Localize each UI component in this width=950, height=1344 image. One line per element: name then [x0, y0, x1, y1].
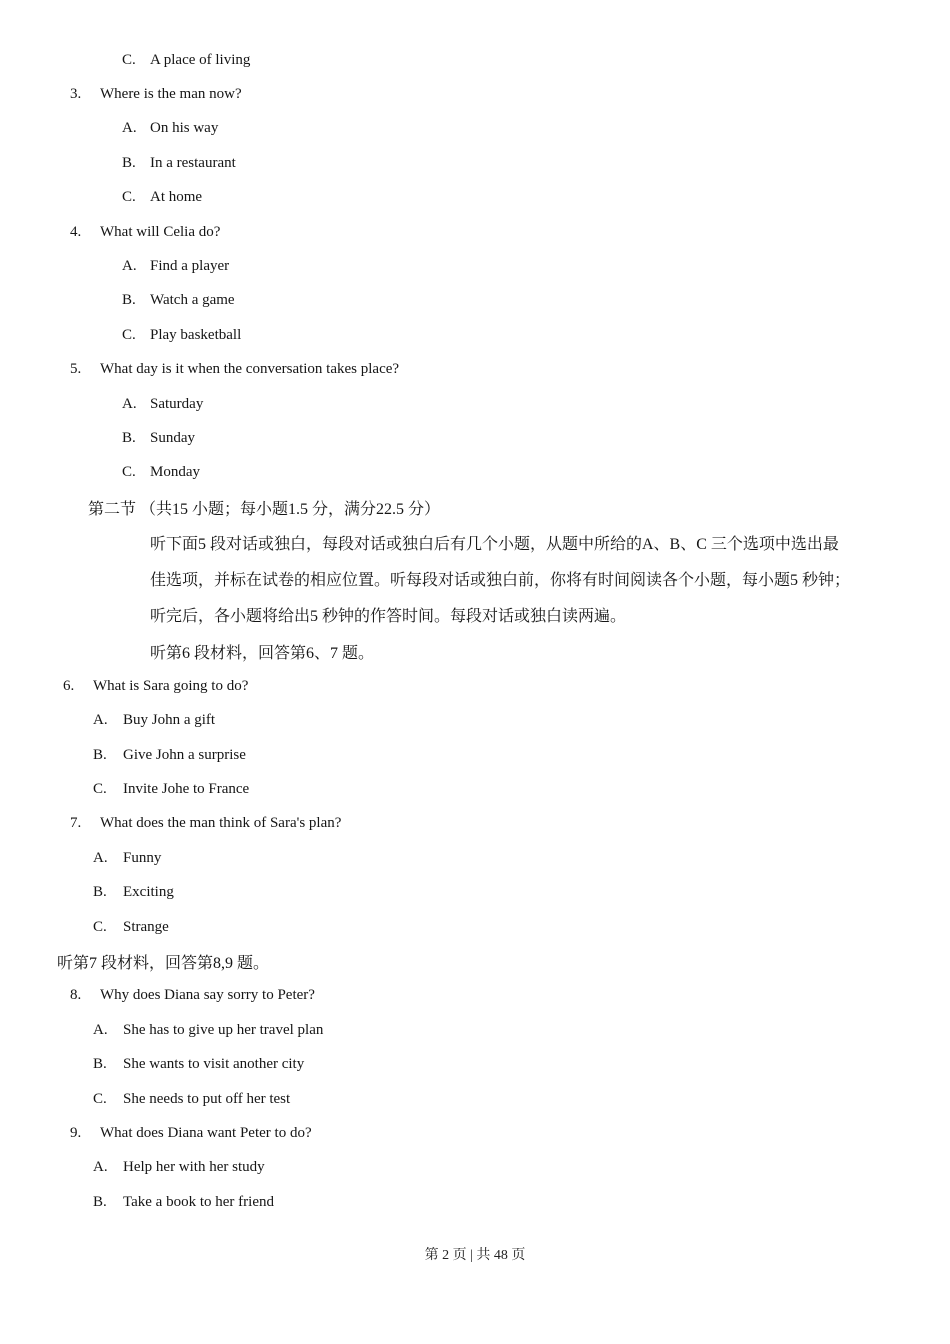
- option-letter: A.: [122, 258, 137, 275]
- question-text: What day is it when the conversation takes place?: [100, 361, 400, 378]
- section2-instruction-line-3: [0, 597, 950, 633]
- option-letter: A.: [93, 1159, 108, 1176]
- option-7a-row: [0, 841, 950, 875]
- option-4c-row: [0, 318, 950, 352]
- option-letter: B.: [93, 1056, 107, 1073]
- option-text: On his way: [150, 120, 219, 137]
- option-text: Sunday: [150, 429, 195, 446]
- option-text: Saturday: [150, 395, 204, 412]
- option-letter: A.: [93, 849, 108, 866]
- question-text: Where is the man now?: [100, 86, 242, 103]
- instruction-text: 听完后，各小题将给出5 秒钟的作答时间。每段对话或独白读两遍。: [150, 608, 627, 626]
- option-8c-row: [0, 1082, 950, 1116]
- section2-heading-text: 第二节 （共15 小题；每小题1.5 分，满分22.5 分）: [88, 500, 441, 518]
- question-text: What is Sara going to do?: [93, 677, 249, 694]
- option-text: Monday: [150, 464, 200, 481]
- section2-instruction-line-1: [0, 524, 950, 560]
- option-letter: A.: [122, 395, 137, 412]
- option-5b-row: [0, 421, 950, 455]
- option-letter: B.: [93, 1193, 107, 1210]
- material-7-note: [0, 944, 950, 978]
- option-letter: C.: [93, 1090, 107, 1107]
- question-number: 3.: [70, 86, 82, 103]
- question-number: 8.: [70, 987, 82, 1004]
- option-text: She wants to visit another city: [123, 1056, 305, 1073]
- option-text: She needs to put off her test: [123, 1090, 291, 1107]
- option-4b-row: [0, 284, 950, 318]
- option-3c-row: [0, 181, 950, 215]
- instruction-text: 佳选项，并标在试卷的相应位置。听每段对话或独白前，你将有时间阅读各个小题，每小题5 秒钟；: [150, 572, 851, 590]
- question-text: What does the man think of Sara's plan?: [100, 815, 342, 832]
- option-text: She has to give up her travel plan: [123, 1021, 324, 1038]
- question-number: 9.: [70, 1124, 82, 1141]
- option-text: A place of living: [150, 51, 251, 68]
- option-letter: C.: [122, 326, 136, 343]
- option-9b-row: [0, 1185, 950, 1219]
- instruction-text: 听下面5 段对话或独白，每段对话或独白后有几个小题，从题中所给的A、B、C 三个选项中选出最: [150, 536, 839, 554]
- option-letter: A.: [93, 1021, 108, 1038]
- material-6-note: [0, 633, 950, 669]
- question-3-row: [0, 77, 950, 111]
- option-letter: C.: [122, 464, 136, 481]
- question-7-row: [0, 807, 950, 841]
- option-5a-row: [0, 387, 950, 421]
- question-9-row: [0, 1116, 950, 1150]
- option-text: Buy John a gift: [123, 712, 216, 729]
- option-7b-row: [0, 876, 950, 910]
- option-letter: C.: [93, 781, 107, 798]
- option-letter: C.: [122, 51, 136, 68]
- option-5c-row: [0, 456, 950, 490]
- option-4a-row: [0, 249, 950, 283]
- option-letter: B.: [122, 292, 136, 309]
- question-8-row: [0, 979, 950, 1013]
- option-text: Exciting: [123, 884, 174, 901]
- option-text: In a restaurant: [150, 154, 236, 171]
- option-letter: A.: [122, 120, 137, 137]
- option-text: Give John a surprise: [123, 746, 246, 763]
- question-number: 5.: [70, 361, 82, 378]
- option-text: Strange: [123, 918, 169, 935]
- option-3a-row: [0, 112, 950, 146]
- option-letter: A.: [93, 712, 108, 729]
- question-text: What will Celia do?: [100, 223, 221, 240]
- option-6a-row: [0, 704, 950, 738]
- option-letter: C.: [122, 189, 136, 206]
- material-note-text: 听第7 段材料，回答第8,9 题。: [57, 955, 270, 973]
- section2-instruction-line-2: [0, 561, 950, 597]
- option-text: Watch a game: [150, 292, 235, 309]
- option-letter: B.: [93, 746, 107, 763]
- option-2c-row: [0, 43, 950, 77]
- question-4-row: [0, 215, 950, 249]
- option-9a-row: [0, 1151, 950, 1185]
- option-8a-row: [0, 1013, 950, 1047]
- material-note-text: 听第6 段材料，回答第6、7 题。: [150, 644, 375, 662]
- option-text: Invite Johe to France: [123, 781, 250, 798]
- question-number: 4.: [70, 223, 82, 240]
- option-text: Help her with her study: [123, 1159, 265, 1176]
- question-number: 7.: [70, 815, 82, 832]
- page-number-footer: 第 2 页 | 共 48 页: [424, 1248, 526, 1263]
- section2-heading: [0, 490, 950, 524]
- option-8b-row: [0, 1048, 950, 1082]
- option-7c-row: [0, 910, 950, 944]
- option-6b-row: [0, 738, 950, 772]
- option-letter: B.: [93, 884, 107, 901]
- question-number: 6.: [63, 677, 75, 694]
- option-6c-row: [0, 772, 950, 806]
- question-6-row: [0, 669, 950, 703]
- question-5-row: [0, 353, 950, 387]
- question-text: What does Diana want Peter to do?: [100, 1124, 312, 1141]
- option-text: Play basketball: [150, 326, 242, 343]
- option-letter: B.: [122, 429, 136, 446]
- option-letter: C.: [93, 918, 107, 935]
- option-letter: B.: [122, 154, 136, 171]
- option-text: Funny: [123, 849, 162, 866]
- option-text: Take a book to her friend: [123, 1193, 274, 1210]
- option-3b-row: [0, 146, 950, 180]
- option-text: Find a player: [150, 258, 230, 275]
- question-text: Why does Diana say sorry to Peter?: [100, 987, 315, 1004]
- option-text: At home: [150, 189, 203, 206]
